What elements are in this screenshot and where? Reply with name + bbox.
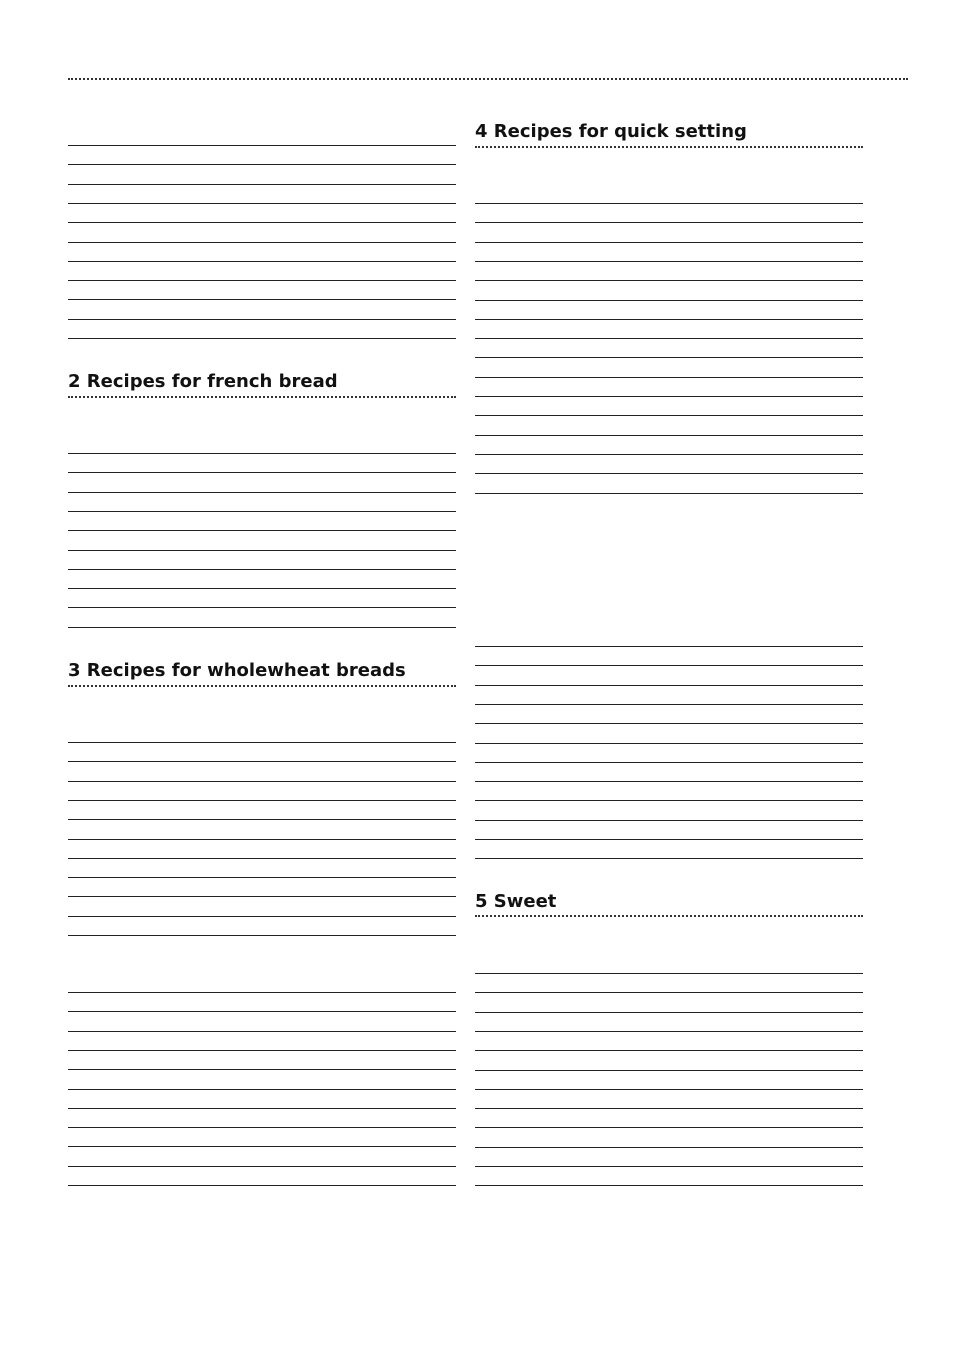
writing-line [68,1166,456,1167]
writing-line [68,550,456,551]
writing-line [68,1185,456,1186]
writing-line [68,1069,456,1070]
writing-line [475,1127,863,1128]
writing-line [475,319,863,320]
writing-line [68,319,456,320]
writing-line [475,858,863,859]
heading-dotted-rule [68,396,456,398]
writing-line [475,357,863,358]
writing-line [68,569,456,570]
writing-line [68,1089,456,1090]
writing-line [475,222,863,223]
writing-line [68,203,456,204]
writing-line [68,261,456,262]
writing-line [68,839,456,840]
top-dotted-rule [68,78,908,80]
writing-line [475,820,863,821]
writing-line [475,280,863,281]
writing-line [68,338,456,339]
writing-line [68,877,456,878]
writing-line [68,935,456,936]
writing-line [68,472,456,473]
writing-line [475,646,863,647]
writing-line [68,916,456,917]
writing-line [68,896,456,897]
writing-line [68,280,456,281]
writing-line [475,781,863,782]
writing-line [68,530,456,531]
writing-line [475,839,863,840]
writing-line [475,800,863,801]
writing-line [68,1127,456,1128]
writing-line [68,1146,456,1147]
writing-line [475,1166,863,1167]
writing-line [68,588,456,589]
writing-line [475,415,863,416]
writing-line [475,493,863,494]
writing-line [68,781,456,782]
writing-line [68,299,456,300]
writing-line [68,453,456,454]
writing-line [475,396,863,397]
writing-line [475,743,863,744]
writing-line [475,1108,863,1109]
writing-line [68,1031,456,1032]
writing-line [68,145,456,146]
writing-line [475,1147,863,1148]
writing-line [68,819,456,820]
heading-dotted-rule [475,146,863,148]
writing-line [475,1089,863,1090]
writing-line [475,973,863,974]
writing-line [68,242,456,243]
heading-dotted-rule [475,915,863,917]
writing-line [475,338,863,339]
heading-dotted-rule [68,685,456,687]
writing-line [475,1031,863,1032]
writing-line [68,222,456,223]
writing-line [68,492,456,493]
writing-line [475,300,863,301]
writing-line [68,184,456,185]
writing-line [68,742,456,743]
writing-line [475,665,863,666]
writing-line [68,858,456,859]
writing-line [475,762,863,763]
writing-line [475,723,863,724]
writing-line [475,704,863,705]
writing-line [475,261,863,262]
writing-line [475,1050,863,1051]
writing-line [68,1011,456,1012]
writing-line [475,454,863,455]
section-heading-quick-setting: 4 Recipes for quick setting [475,121,747,142]
section-heading-french-bread: 2 Recipes for french bread [68,371,338,392]
writing-line [475,1070,863,1071]
writing-line [68,800,456,801]
writing-line [475,1012,863,1013]
writing-line [68,511,456,512]
writing-line [68,627,456,628]
writing-line [475,435,863,436]
writing-line [475,377,863,378]
writing-line [475,1185,863,1186]
section-heading-wholewheat-breads: 3 Recipes for wholewheat breads [68,660,406,681]
writing-line [475,473,863,474]
writing-line [475,992,863,993]
writing-line [68,1108,456,1109]
section-heading-sweet: 5 Sweet [475,891,557,912]
writing-line [68,992,456,993]
writing-line [475,203,863,204]
writing-line [68,761,456,762]
writing-line [68,164,456,165]
writing-line [68,607,456,608]
writing-line [475,685,863,686]
writing-line [68,1050,456,1051]
writing-line [475,242,863,243]
